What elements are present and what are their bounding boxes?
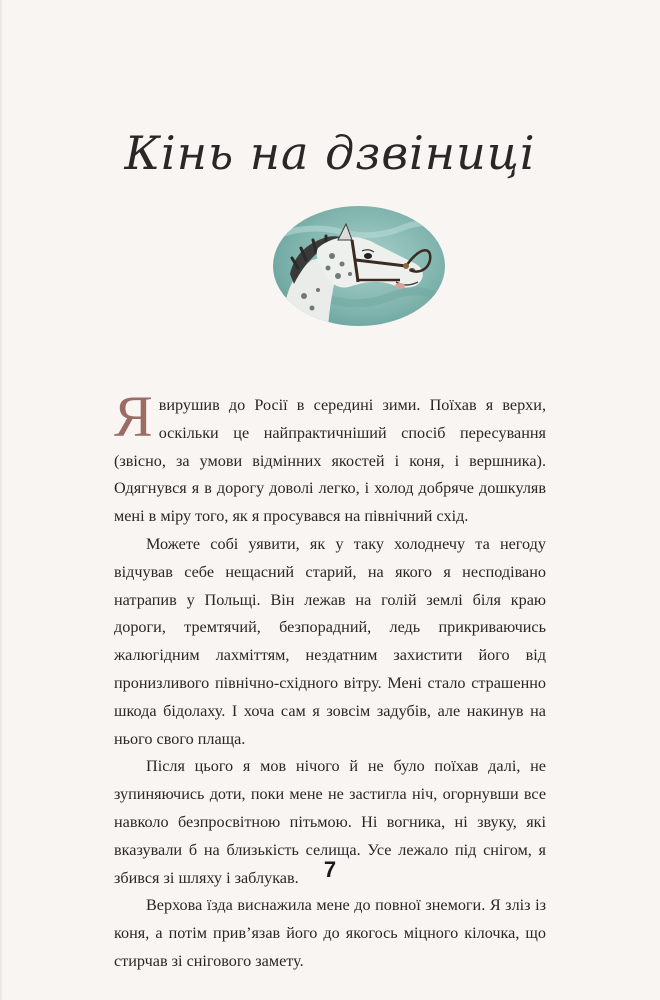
chapter-title: Кінь на дзвіниці xyxy=(124,126,536,180)
horse-head-icon xyxy=(272,204,446,328)
chapter-body xyxy=(114,384,546,976)
paragraph-1 xyxy=(114,384,546,531)
paragraph-3: Після цього я мов нічого й не було поїхав далі, не зупиняючись доти, поки мене не застигла ніч, огорнувши все навколо безпросвітною пітьмою. Ні вогника, ні звуку, які вказували б на близькість селища. Усе лежало під снігом, я збився зі шляху і заблукав. xyxy=(114,757,546,887)
page-number: 7 xyxy=(323,857,337,882)
paragraph-4: Верхова їзда виснажила мене до повної знемоги. Я зліз із коня, а потім прив’язав його до якогось міцного кілочка, що стирчав зі снігового замету. xyxy=(114,896,546,970)
drop-cap: Я xyxy=(114,384,153,449)
paragraph-1-text: вирушив до Росії в середині зими. Поїхав я верхи, оскільки це найпрактичніший спосіб пересування (звісно, за умови відмінних якостей і коня, і вершника). Одягнувся я в дорогу доволі легко, і холод добряче дошкуляв мені в міру того, як я просувався на північний схід. xyxy=(114,396,546,526)
paragraph-2: Можете собі уявити, як у таку холоднечу та негоду відчував себе нещасний старий, на якого я несподівано натрапив у Польщі. Він лежав на голій землі біля краю дороги, тремтячий, безпорадний, ледь прикриваючись жалюгідним лахміттям, нездатним захистити його від пронизливого північно-східного вітру. Мені стало страшенно шкода бідолаху. І хоча сам я зовсім задубів, але накинув на нього свого плаща. xyxy=(114,534,546,748)
